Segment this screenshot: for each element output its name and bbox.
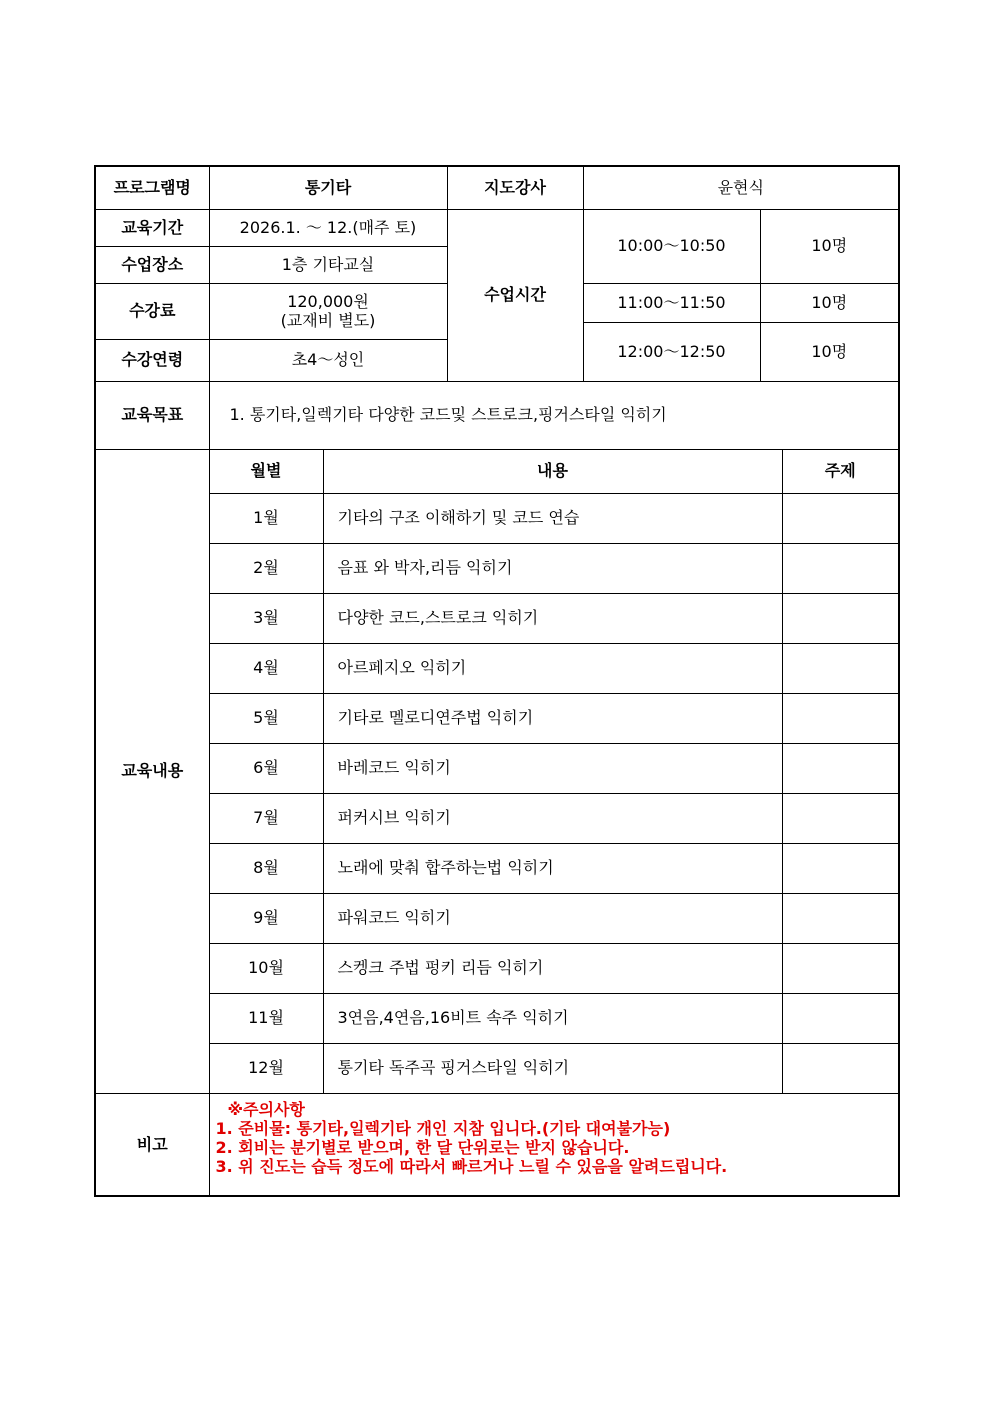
place-label: 수업장소 (95, 246, 209, 283)
class-time-slot-2: 11:00～11:50 (583, 283, 760, 322)
fee-note: (교재비 별도) (280, 311, 376, 330)
content-label: 교육내용 (95, 449, 209, 1093)
content-cell: 바레코드 익히기 (323, 743, 782, 793)
goal-row (95, 381, 899, 449)
program-value: 통기타 (209, 166, 447, 209)
remarks-content (209, 1093, 899, 1196)
content-cell: 기타로 멜로디연주법 익히기 (323, 693, 782, 743)
remarks-row (95, 1093, 899, 1196)
month-cell: 5월 (209, 693, 323, 743)
month-cell: 7월 (209, 793, 323, 843)
month-header: 월별 (209, 449, 323, 493)
topic-cell (782, 843, 899, 893)
goal-label: 교육목표 (95, 381, 209, 449)
class-time-slot-3: 12:00～12:50 (583, 322, 760, 381)
remarks-item: 1. 준비물: 통기타,일렉기타 개인 지참 입니다.(기타 대여불가능) (215, 1118, 671, 1138)
program-label: 프로그램명 (95, 166, 209, 209)
period-label: 교육기간 (95, 209, 209, 246)
topic-cell (782, 493, 899, 543)
age-label: 수강연령 (95, 339, 209, 381)
month-cell: 4월 (209, 643, 323, 693)
table-row (95, 493, 899, 543)
instructor-label: 지도강사 (447, 166, 583, 209)
table-row (95, 943, 899, 993)
remarks-label: 비고 (95, 1093, 209, 1196)
topic-cell (782, 593, 899, 643)
topic-cell (782, 543, 899, 593)
month-cell: 9월 (209, 893, 323, 943)
table-row (95, 693, 899, 743)
table-row (95, 843, 899, 893)
content-cell: 노래에 맞춰 합주하는법 익히기 (323, 843, 782, 893)
instructor-value: 윤현식 (583, 166, 899, 209)
content-cell: 3연음,4연음,16비트 속주 익히기 (323, 993, 782, 1043)
content-cell: 다양한 코드,스트로크 익히기 (323, 593, 782, 643)
content-cell: 음표 와 박자,리듬 익히기 (323, 543, 782, 593)
place-value: 1층 기타교실 (209, 246, 447, 283)
table-row (95, 1043, 899, 1093)
fee-value-cell (209, 283, 447, 339)
content-cell: 기타의 구조 이해하기 및 코드 연습 (323, 493, 782, 543)
topic-cell (782, 943, 899, 993)
class-time-label: 수업시간 (447, 209, 583, 381)
content-header: 내용 (323, 449, 782, 493)
fee-value: 120,000원 (287, 291, 369, 311)
program-info-table (94, 165, 900, 1197)
month-cell: 10월 (209, 943, 323, 993)
remarks-item: 3. 위 진도는 습득 정도에 따라서 빠르거나 느릴 수 있음을 알려드립니다. (215, 1157, 728, 1177)
topic-cell (782, 993, 899, 1043)
period-value: 2026.1. ～ 12.(매주 토) (209, 209, 447, 246)
topic-header: 주제 (782, 449, 899, 493)
content-cell: 퍼커시브 익히기 (323, 793, 782, 843)
table-row (95, 593, 899, 643)
content-cell: 파워코드 익히기 (323, 893, 782, 943)
table-row (95, 893, 899, 943)
fee-label: 수강료 (95, 283, 209, 339)
month-cell: 2월 (209, 543, 323, 593)
remarks-title: ※주의사항 (227, 1099, 305, 1119)
content-cell: 통기타 독주곡 핑거스타일 익히기 (323, 1043, 782, 1093)
topic-cell (782, 643, 899, 693)
month-cell: 3월 (209, 593, 323, 643)
topic-cell (782, 1043, 899, 1093)
table-row (95, 643, 899, 693)
content-cell: 아르페지오 익히기 (323, 643, 782, 693)
content-header-row (95, 449, 899, 493)
month-cell: 6월 (209, 743, 323, 793)
topic-cell (782, 693, 899, 743)
table-row (95, 543, 899, 593)
table-row (95, 743, 899, 793)
class-capacity-2: 10명 (760, 283, 899, 322)
month-cell: 12월 (209, 1043, 323, 1093)
month-cell: 11월 (209, 993, 323, 1043)
topic-cell (782, 893, 899, 943)
program-row (95, 166, 899, 209)
goal-value: 1. 통기타,일렉기타 다양한 코드및 스트로크,핑거스타일 익히기 (209, 381, 899, 449)
topic-cell (782, 743, 899, 793)
content-cell: 스켕크 주법 펑키 리듬 익히기 (323, 943, 782, 993)
table-row (95, 793, 899, 843)
age-value: 초4～성인 (209, 339, 447, 381)
month-cell: 1월 (209, 493, 323, 543)
topic-cell (782, 793, 899, 843)
class-capacity-3: 10명 (760, 322, 899, 381)
month-cell: 8월 (209, 843, 323, 893)
class-capacity-1: 10명 (760, 209, 899, 283)
table-row (95, 993, 899, 1043)
class-time-slot-1: 10:00～10:50 (583, 209, 760, 283)
remarks-item: 2. 회비는 분기별로 받으며, 한 달 단위로는 받지 않습니다. (215, 1137, 630, 1157)
period-row (95, 209, 899, 246)
